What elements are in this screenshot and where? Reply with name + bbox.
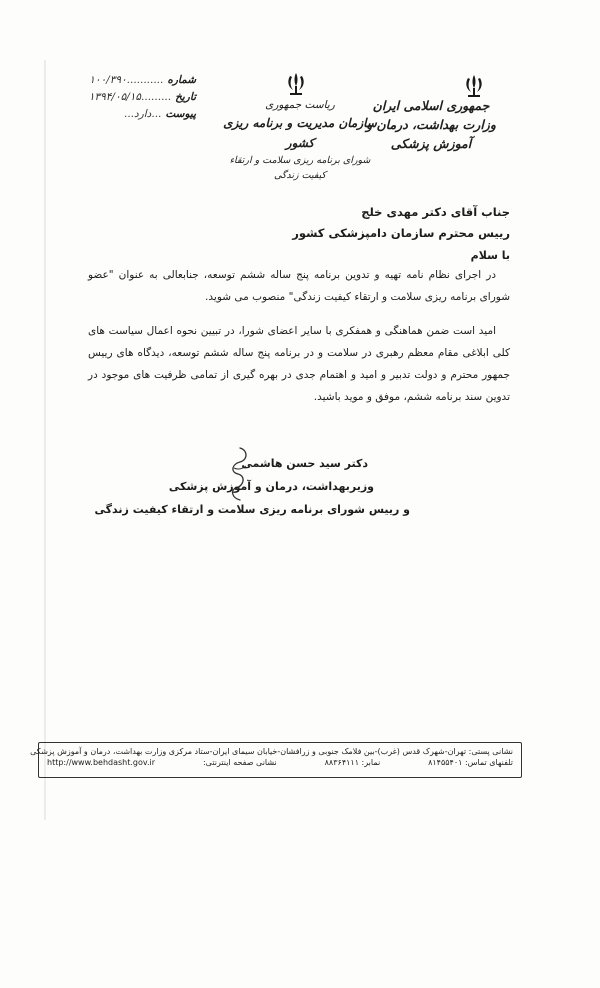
footer-address-row xyxy=(30,746,513,757)
signer-name: دکتر سید حسن هاشمی xyxy=(241,457,368,470)
recipient xyxy=(292,202,510,244)
presidency-title: ریاست جمهوری xyxy=(265,99,335,111)
letter-date-label: تاریخ xyxy=(175,91,196,103)
letter-attachment-label: پیوست xyxy=(165,108,196,120)
letter-attachment-value: ...دارد... xyxy=(124,108,162,120)
letter-number-label: شماره xyxy=(167,74,196,86)
footer-contact-box xyxy=(30,742,522,778)
letter-date-row xyxy=(76,89,196,106)
website-link[interactable]: http://www.behdasht.gov.ir xyxy=(47,758,156,767)
recipient-title: رییس محترم سازمان دامپزشکی کشور xyxy=(292,226,510,240)
website-label: نشانی صفحه اینترنتی: xyxy=(202,758,277,767)
letter-number-row xyxy=(76,72,196,89)
letter-number-value: ...........۱۰۰/۳۹۰ xyxy=(89,74,164,86)
letter-date-value: .........۱۳۹۴/۰۵/۱۵ xyxy=(88,91,172,103)
greeting: با سلام xyxy=(470,249,510,262)
phone-numbers: تلفنهای تماس: ۸۱۴۵۵۴۰۱ xyxy=(428,758,513,767)
footer-contact-row xyxy=(47,757,513,768)
body-paragraph-1: در اجرای نظام نامه تهیه و تدوین برنامه پنج ساله ششم توسعه، جنابعالی به عنوان "عضو شورای برنامه ریزی سلامت و ارتقاء کیفیت زندگی" منصوب می شوید. xyxy=(88,269,510,303)
postal-address: نشانی پستی: تهران-شهرک قدس (غرب)-بین فلامک جنوبی و زرافشان-خیابان سیمای ایران-ستاد مرکزی وزارت بهداشت، درمان و آموزش پزشکی xyxy=(30,747,513,756)
letter-meta xyxy=(76,72,196,123)
signer-title-1: وزیربهداشت، درمان و آموزش پزشکی xyxy=(168,480,374,493)
scan-edge-shadow xyxy=(44,60,46,820)
body-paragraph-2: امید است ضمن هماهنگی و همفکری با سایر اعضای شورا، در تبیین نحوه اعمال سیاست های کلی ابلاغی مقام معظم رهبری در سلامت و در برنامه پنج ساله ششم توسعه، دیدگاه های رییس جمهور محترم و دولت تدبیر و امید و اهتمام جدی در بهره گیری از تمامی ظرفیت های موجود در تدوین سند برنامه ششم، موفق و موید باشید. xyxy=(88,325,510,403)
council-name: شورای برنامه ریزی سلامت و ارتقاء کیفیت زندگی xyxy=(229,155,371,181)
organization-name: سازمان مدیریت و برنامه ریزی کشور xyxy=(223,116,377,150)
fax-number: نمابر: ۸۸۳۶۴۱۱۱ xyxy=(324,758,381,767)
signature-block xyxy=(95,452,410,521)
ministry-name: وزارت بهداشت، درمان و آموزش پزشکی xyxy=(366,117,496,151)
letter-attachment-row xyxy=(76,106,196,123)
iran-emblem-icon xyxy=(282,70,310,98)
recipient-name: جناب آقای دکتر مهدی خلج xyxy=(361,205,510,219)
presidency-letterhead xyxy=(220,98,380,183)
ministry-country-name: جمهوری اسلامی ایران xyxy=(372,98,490,113)
signer-title-2: و رییس شورای برنامه ریزی سلامت و ارتقاء کیفیت زندگی xyxy=(94,503,410,516)
